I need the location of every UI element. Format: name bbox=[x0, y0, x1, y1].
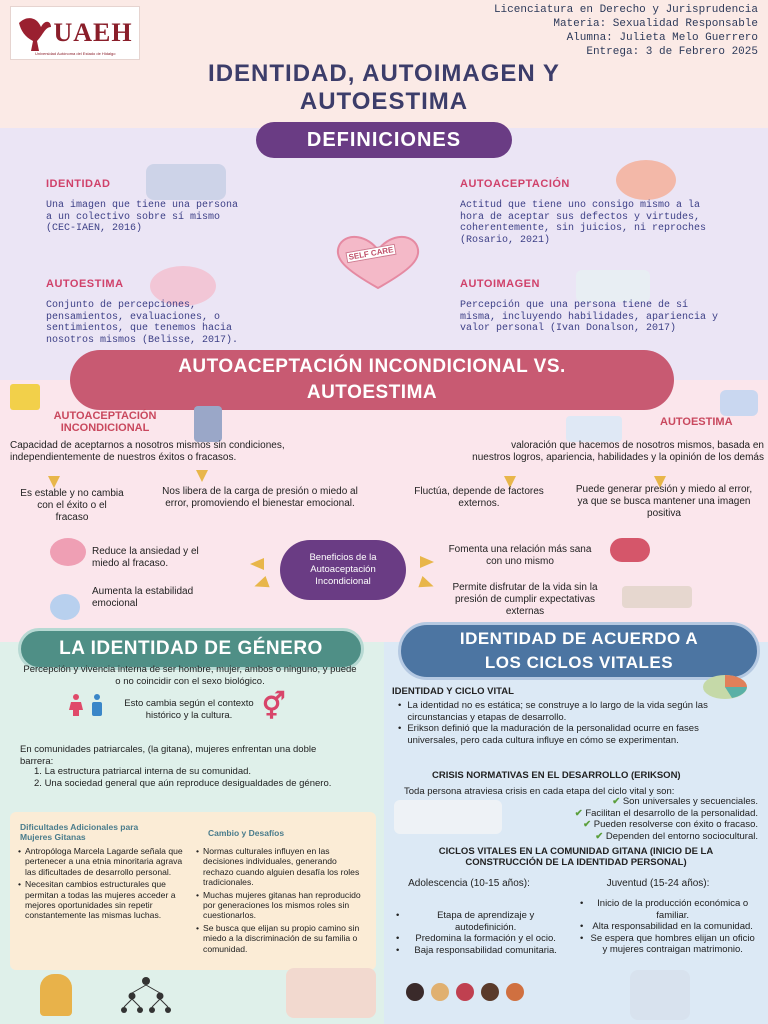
list-item-text: Antropóloga Marcela Lagarde señala que pertenecer a una etnia minoritaria agrava las dificultades de desarrollo personal. bbox=[25, 846, 183, 877]
check-text: Facilitan el desarrollo de la personalidad. bbox=[585, 807, 758, 819]
list-item: • Muchas mujeres gitanas han reproducido por generaciones los mismos roles sin cuestionarlos. bbox=[196, 890, 368, 921]
list-item-text: Muchas mujeres gitanas han reproducido por generaciones los mismos roles sin cuestionarlos. bbox=[203, 889, 361, 921]
teen-faces-icon bbox=[402, 982, 532, 1004]
man-woman-icon bbox=[66, 694, 108, 716]
box-right-heading: Cambio y Desafíos bbox=[208, 828, 285, 838]
gypsy-woman-icon bbox=[40, 974, 72, 1016]
left-point-b: Nos libera de la carga de presión o miedo al error, promoviendo el bienestar emocional. bbox=[162, 486, 358, 509]
lamp-icon bbox=[10, 384, 40, 410]
people-talking-icon bbox=[720, 390, 758, 416]
mirror-woman-icon bbox=[576, 270, 650, 302]
adolescence-list bbox=[396, 910, 566, 956]
list-item: • Erikson definió que la maduración de la personalidad ocurre en fases universales, pero cada cultura influye en cómo se experimentan. bbox=[398, 723, 740, 746]
man-meditating-icon bbox=[194, 406, 222, 442]
benefit-3: Fomenta una relación más sana con uno mismo bbox=[448, 544, 592, 567]
box-left-heading: Dificultades Adicionales para Mujeres Gitanas bbox=[20, 822, 139, 842]
barrier-item: 1. La estructura patriarcal interna de su comunidad. bbox=[34, 766, 252, 777]
hierarchy-icon bbox=[118, 976, 174, 1016]
gender-intro: Percepción y vivencia interna de ser hombre, mujer, ambos o ninguno, y puede o no coincidir con el sexo biológico. bbox=[23, 664, 357, 687]
gender-pill: LA IDENTIDAD DE GÉNERO bbox=[18, 628, 364, 670]
arrow-left-icon bbox=[250, 558, 264, 570]
box-right-list bbox=[196, 846, 368, 954]
self-care-badge: SELF CARE bbox=[345, 244, 396, 264]
youth-heading: Juventud (15-24 años): bbox=[606, 878, 710, 889]
list-item: • Antropóloga Marcela Lagarde señala que pertenecer a una etnia minoritaria agrava las dificultades de desarrollo personal. bbox=[18, 846, 183, 877]
broken-heart-icon bbox=[610, 538, 650, 562]
right-point-a: Fluctúa, depende de factores externos. bbox=[414, 486, 544, 509]
logo-subtitle: Universidad Autónoma del Estado de Hidalgo bbox=[35, 51, 116, 56]
people-reading-icon bbox=[146, 164, 226, 200]
check-icon: ✔ bbox=[612, 796, 621, 807]
benefit-1: Reduce la ansiedad y el miedo al fracaso. bbox=[92, 546, 199, 569]
benefit-2: Aumenta la estabilidad emocional bbox=[92, 586, 194, 609]
list-item-text: Erikson definió que la maduración de la personalidad ocurre en fases universales, pero cada cultura influye en cómo se experimentan. bbox=[407, 723, 699, 746]
list-item: • Se busca que elijan su propio camino sin miedo a la discriminación de su familia o comunidad. bbox=[196, 923, 368, 954]
right-heading: AUTOESTIMA bbox=[660, 416, 733, 428]
def-autoestima: Conjunto de percepciones, pensamientos, evaluaciones, o sentimientos, que tenemos hacia nosotros mismos (Belisse, 2017). bbox=[46, 300, 239, 346]
barrier-text: La estructura patriarcal interna de su comunidad. bbox=[44, 766, 252, 777]
list-item-text: Necesitan cambios estructurales que permitan a todas las mujeres acceder a mejores oportunidades sin repetir constantemente las mismas luchas. bbox=[25, 879, 176, 921]
list-item: • Se espera que hombres elijan un oficio y mujeres contraigan matrimonio. bbox=[580, 932, 755, 955]
compare-title-line: AUTOESTIMA bbox=[306, 382, 438, 403]
young-adults-icon bbox=[630, 970, 690, 1020]
arrow-down-icon bbox=[48, 476, 60, 488]
crisis-intro: Toda persona atraviesa crisis en cada etapa del ciclo vital y son: bbox=[404, 786, 675, 797]
list-item: • Inicio de la producción económica o familiar. bbox=[580, 898, 756, 921]
list-item-text: Normas culturales influyen en las decisiones individuales, generando rechazo cuando alguien desafía los roles tradicionales. bbox=[203, 846, 360, 888]
list-item: • La identidad no es estática; se construye a lo largo de la vida según las circunstancias y etapas de desarrollo. bbox=[398, 700, 740, 723]
list-item: • Baja responsabilidad comunitaria. bbox=[396, 945, 566, 957]
term-identidad: IDENTIDAD bbox=[46, 178, 111, 190]
list-item-text: Inicio de la producción económica o familiar. bbox=[597, 898, 749, 921]
check-item bbox=[506, 796, 758, 808]
arrow-down-icon bbox=[196, 470, 208, 482]
list-item-text: Baja responsabilidad comunitaria. bbox=[414, 944, 557, 956]
list-item-text: Se espera que hombres elijan un oficio y mujeres contraigan matrimonio. bbox=[590, 932, 755, 955]
meta-line: Entrega: 3 de Febrero 2025 bbox=[586, 46, 758, 58]
check-item bbox=[506, 808, 758, 820]
check-text: Son universales y secuenciales. bbox=[622, 796, 758, 807]
compare-pill bbox=[70, 350, 674, 410]
gender-symbol-icon: ⚥ bbox=[262, 691, 286, 721]
life-cycles-title-line: LOS CICLOS VITALES bbox=[484, 653, 674, 672]
list-item: • Alta responsabilidad en la comunidad. bbox=[580, 921, 756, 933]
self-care-heart-icon bbox=[326, 234, 430, 290]
title-line: IDENTIDAD, AUTOIMAGEN Y bbox=[208, 60, 560, 87]
women-group-icon bbox=[286, 968, 376, 1018]
pie-chart-icon bbox=[702, 674, 748, 700]
check-icon: ✔ bbox=[574, 807, 583, 819]
left-point-a: Es estable y no cambia con el éxito o el fracaso bbox=[20, 488, 124, 523]
group-people-icon bbox=[622, 586, 692, 608]
left-definition: Capacidad de aceptarnos a nosotros mismos sin condiciones, independientemente de nuestros éxitos o fracasos. bbox=[10, 440, 285, 463]
meta-line: Materia: Sexualidad Responsable bbox=[553, 18, 758, 30]
left-heading: AUTOACEPTACIÓN INCONDICIONAL bbox=[53, 410, 157, 434]
benefit-4: Permite disfrutar de la vida sin la presión de cumplir expectativas externas bbox=[452, 582, 598, 617]
adolescence-heading: Adolescencia (10-15 años): bbox=[408, 878, 530, 889]
arrow-right-icon bbox=[420, 556, 434, 568]
right-definition: valoración que hacemos de nosotros mismos, basada en nuestros logros, apariencia, habilidades y la opinión de los demás bbox=[472, 440, 764, 463]
definitions-pill: DEFINICIONES bbox=[256, 122, 512, 158]
right-point-b: Puede generar presión y miedo al error, ya que se busca mantener una imagen positiva bbox=[575, 484, 753, 519]
gender-change: Esto cambia según el contexto histórico y la cultura. bbox=[124, 698, 254, 721]
check-text: Dependen del entorno sociocultural. bbox=[605, 830, 758, 842]
list-item-text: Se busca que elijan su propio camino sin miedo a la discriminación de su familia o comunidad. bbox=[203, 922, 360, 954]
life-cycles-title-line: IDENTIDAD DE ACUERDO A bbox=[459, 629, 699, 648]
gender-patriarcal: En comunidades patriarcales, (la gitana), mujeres enfrentan una doble barrera: bbox=[20, 744, 317, 767]
barrier-item: 2. Una sociedad general que aún reproduce desigualdades de género. bbox=[34, 777, 332, 789]
youth-list bbox=[580, 898, 756, 956]
eagle-icon bbox=[17, 13, 53, 53]
hug-self-icon bbox=[616, 160, 676, 200]
list-item-text: Alta responsabilidad en la comunidad. bbox=[592, 921, 753, 932]
check-text: Pueden resolverse con éxito o fracaso. bbox=[593, 819, 758, 830]
people-timeline-icon bbox=[394, 800, 502, 834]
def-autoimagen: Percepción que una persona tiene de sí misma, incluyendo habilidades, apariencia y valor personal (Ivan Donalson, 2017) bbox=[460, 300, 719, 334]
list-item-text: La identidad no es estática; se construye a lo largo de la vida según las circunstancias y etapas de desarrollo. bbox=[407, 700, 708, 723]
crisis-checks bbox=[506, 796, 758, 842]
check-item bbox=[506, 819, 758, 831]
meta-line: Alumna: Julieta Melo Guerrero bbox=[566, 32, 758, 44]
crisis-heading: CRISIS NORMATIVAS EN EL DESARROLLO (ERIKSON) bbox=[432, 770, 681, 781]
page-title bbox=[0, 60, 768, 116]
logo-text: UAEH bbox=[53, 18, 133, 47]
list-item-text: Predomina la formación y el ocio. bbox=[415, 933, 556, 944]
term-autoimagen: AUTOIMAGEN bbox=[460, 278, 540, 290]
check-icon: ✔ bbox=[595, 830, 604, 842]
barrier-list bbox=[34, 766, 344, 789]
course-info bbox=[494, 3, 758, 59]
def-autoaceptacion: Actitud que tiene uno consigo mismo a la hora de aceptar sus defectos y virtudes, coherentemente, sin juicios, ni reproches (Rosario, 2021) bbox=[460, 200, 707, 246]
life-cycles-pill bbox=[398, 622, 760, 680]
list-item: • Normas culturales influyen en las decisiones individuales, generando rechazo cuando alguien desafía los roles tradicionales. bbox=[196, 846, 368, 888]
term-autoestima: AUTOESTIMA bbox=[46, 278, 124, 290]
stressed-person-icon bbox=[50, 538, 86, 566]
calm-face-icon bbox=[50, 594, 80, 620]
term-autoaceptacion: AUTOACEPTACIÓN bbox=[460, 178, 570, 190]
list-item-text: Etapa de aprendizaje y autodefinición. bbox=[437, 910, 535, 933]
life-cycle-heading: IDENTIDAD Y CICLO VITAL bbox=[392, 686, 514, 697]
title-line: AUTOESTIMA bbox=[299, 88, 469, 115]
social-feedback-icon bbox=[566, 416, 622, 442]
gypsy-cycles-heading: CICLOS VITALES EN LA COMUNIDAD GITANA (INICIO DE LA CONSTRUCCIÓN DE LA IDENTIDAD PERSONAL) bbox=[438, 846, 714, 868]
compare-title-line: AUTOACEPTACIÓN INCONDICIONAL VS. bbox=[178, 356, 566, 377]
def-identidad: Una imagen que tiene una persona a un colectivo sobre sí mismo (CEC-IAEN, 2016) bbox=[46, 200, 239, 234]
check-item bbox=[506, 831, 758, 843]
meta-line: Licenciatura en Derecho y Jurisprudencia bbox=[493, 4, 758, 16]
life-cycle-bullets bbox=[398, 700, 740, 746]
barrier-text: Una sociedad general que aún reproduce desigualdades de género. bbox=[44, 777, 332, 789]
list-item: • Necesitan cambios estructurales que permitan a todas las mujeres acceder a mejores oportunidades sin repetir constantemente las mismas luchas. bbox=[18, 879, 184, 921]
benefits-center: Beneficios de la Autoaceptación Incondicional bbox=[280, 540, 406, 600]
box-left-list bbox=[18, 846, 184, 921]
check-icon: ✔ bbox=[583, 819, 592, 830]
list-item: • Etapa de aprendizaje y autodefinición. bbox=[396, 910, 566, 933]
uaeh-logo bbox=[10, 6, 140, 60]
list-item: • Predomina la formación y el ocio. bbox=[396, 933, 566, 945]
